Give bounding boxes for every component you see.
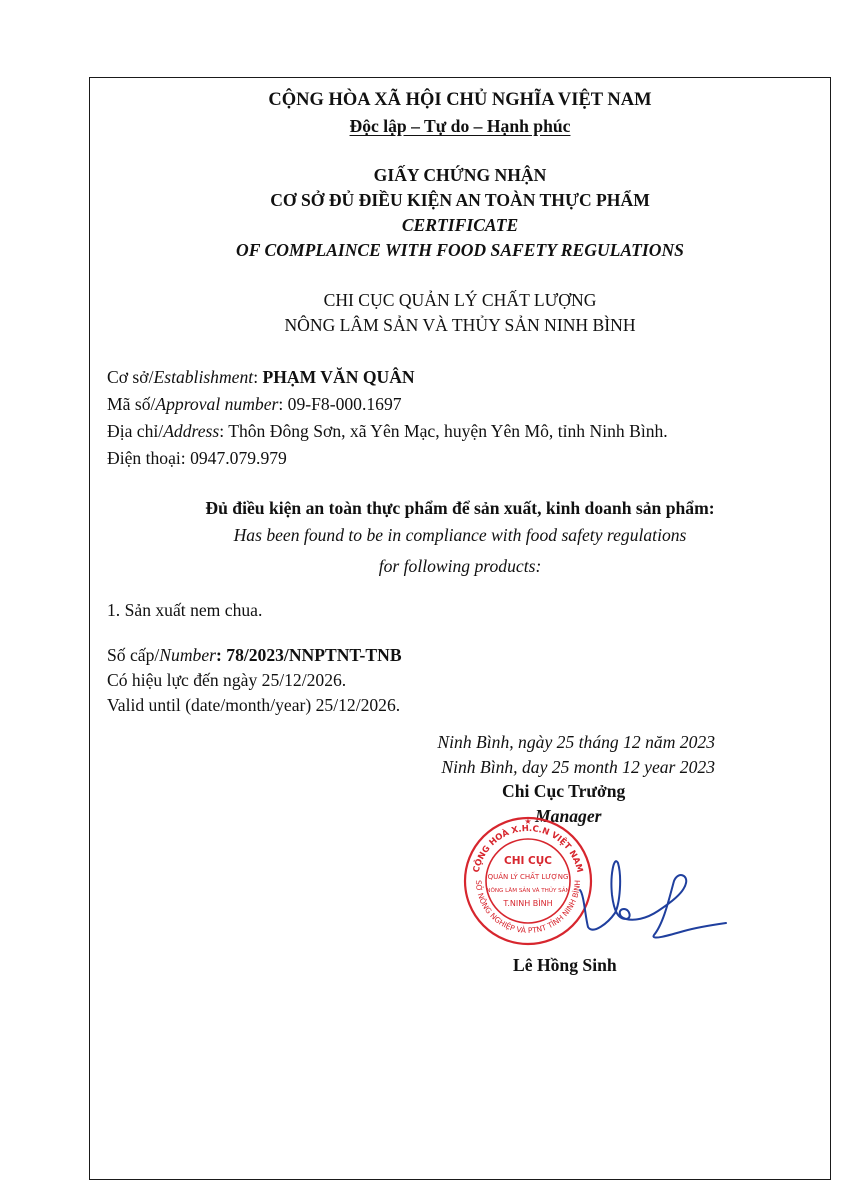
compliance-en-line1: Has been found to be in compliance with food safety regulations	[233, 525, 687, 545]
title-vi-line1: GIẤY CHỨNG NHẬN	[373, 165, 547, 185]
title-vi-line2: CƠ SỞ ĐỦ ĐIỀU KIỆN AN TOÀN THỰC PHẨM	[270, 190, 650, 210]
number-colon: :	[216, 645, 227, 665]
compliance-en-line2-text: for following products	[378, 556, 536, 576]
phone-label: Điện thoại:	[107, 448, 191, 468]
product-item: 1. Sản xuất nem chua.	[107, 600, 263, 620]
number-label-en: Number	[159, 645, 216, 665]
approval-label-en: Approval number	[155, 394, 279, 414]
compliance-en-line2	[89, 556, 831, 576]
seal-ring-text-bottom: SỞ NÔNG NGHIỆP VÀ PTNT TỈNH NINH BÌNH	[473, 879, 583, 936]
motto-text: Độc lập – Tự do – Hạnh phúc	[349, 116, 571, 136]
number-label-vi: Số cấp/	[107, 645, 160, 665]
signing-date-en: Ninh Bình, day 25 month 12 year 2023	[441, 757, 715, 777]
seal-center-line2: QUẢN LÝ CHẤT LƯỢNG	[487, 873, 569, 881]
establishment-colon: :	[253, 367, 263, 387]
establishment-label-vi: Cơ sở/	[107, 367, 154, 387]
establishment-label-en: Establishment	[153, 367, 254, 387]
handwritten-signature	[560, 835, 740, 965]
seal-center-line3: NÔNG LÂM SẢN VÀ THỦY SẢN	[486, 888, 570, 894]
seal-center-line4: T.NINH BÌNH	[503, 899, 553, 908]
number-row	[107, 645, 402, 665]
signing-date-vi: Ninh Bình, ngày 25 tháng 12 năm 2023	[437, 732, 715, 752]
phone-row	[107, 448, 287, 468]
address-label-vi: Địa chỉ/	[107, 421, 164, 441]
number-value: 78/2023/NNPTNT-TNB	[226, 645, 402, 665]
address-row	[107, 421, 668, 441]
approval-colon: :	[278, 394, 288, 414]
approval-label-vi: Mã số/	[107, 394, 156, 414]
approval-row	[107, 394, 402, 414]
establishment-value: PHẠM VĂN QUÂN	[262, 367, 415, 387]
issuer-line1: CHI CỤC QUẢN LÝ CHẤT LƯỢNG	[323, 290, 597, 310]
signer-name: Lê Hồng Sinh	[513, 955, 617, 975]
address-value: Thôn Đông Sơn, xã Yên Mạc, huyện Yên Mô, tỉnh Ninh Bình.	[228, 421, 668, 441]
address-label-en: Address	[163, 421, 220, 441]
country-heading: CỘNG HÒA XÃ HỘI CHỦ NGHĨA VIỆT NAM	[268, 90, 652, 110]
issuer-line2: NÔNG LÂM SẢN VÀ THỦY SẢN NINH BÌNH	[284, 315, 636, 335]
seal-ring-text-top: CỘNG HOÀ X.H.C.N VIỆT NAM	[471, 823, 585, 874]
title-en-line2: OF COMPLAINCE WITH FOOD SAFETY REGULATIONS	[236, 240, 684, 260]
compliance-vi-text: Đủ điều kiện an toàn thực phẩm để sản xuất, kinh doanh sản phẩm	[205, 498, 709, 518]
phone-value: 0947.079.979	[190, 448, 287, 468]
motto	[89, 116, 831, 136]
seal-star-icon: ★	[524, 817, 532, 826]
signer-position-en: Manager	[535, 806, 602, 826]
compliance-vi	[89, 498, 831, 518]
approval-value: 09-F8-000.1697	[287, 394, 402, 414]
seal-center-line1: CHI CỤC	[504, 855, 552, 867]
validity-vi: Có hiệu lực đến ngày 25/12/2026.	[107, 670, 347, 690]
validity-en: Valid until (date/month/year) 25/12/2026.	[107, 695, 401, 715]
address-colon: :	[219, 421, 229, 441]
establishment-row	[107, 367, 415, 387]
compliance-vi-colon: :	[708, 498, 715, 518]
signer-position-vi: Chi Cục Trưởng	[502, 781, 626, 801]
compliance-en-colon: :	[535, 556, 542, 576]
title-en-line1: CERTIFICATE	[401, 215, 519, 235]
